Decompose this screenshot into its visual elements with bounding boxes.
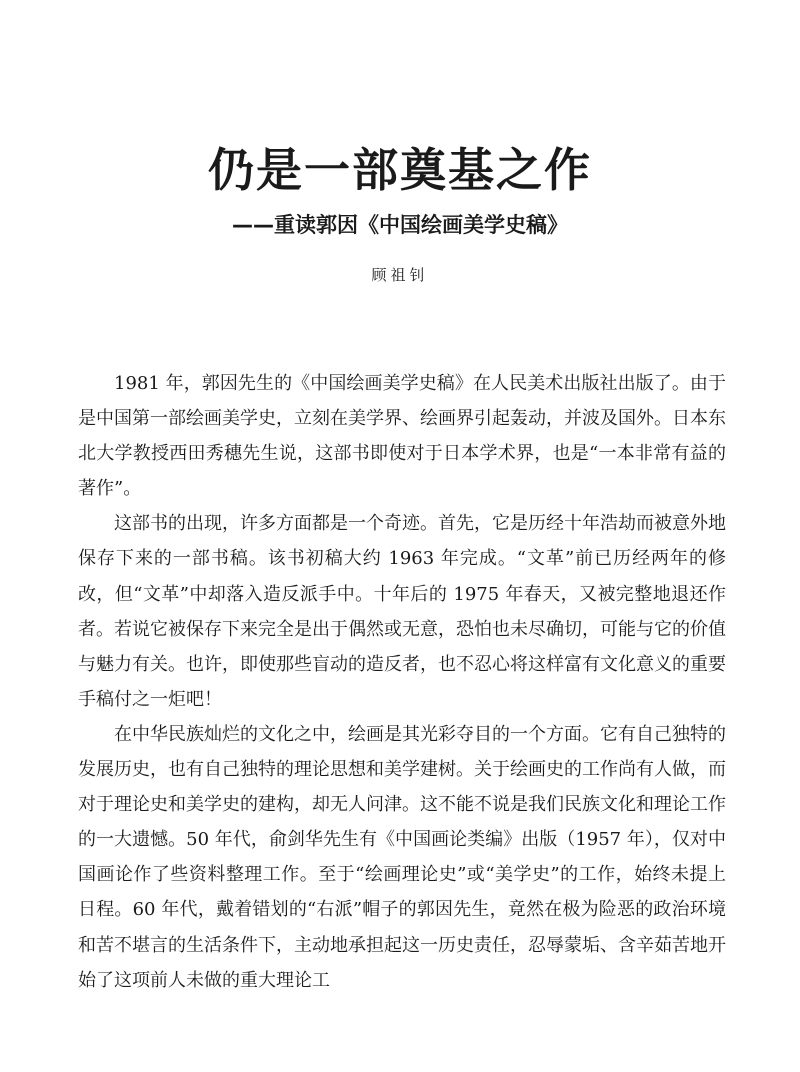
paragraph: 在中华民族灿烂的文化之中，绘画是其光彩夺目的一个方面。它有自己独特的发展历史，也有自己独特的理论思想和美学建树。关于绘画史的工作尚有人做，而对于理论史和美学史的建构，却无人问津。这不能不说是我们民族文化和理论工作的一大遗憾。50 年代，俞剑华先生有《中国画论类编》出版（1957 年），仅对中国画论作了些资料整理工作。至于“绘画理论史”或“美学史”的工作，始终未提上日程。60 年代，戴着错划的“右派”帽子的郭因先生，竟然在极为险恶的政治环境和苦不堪言的生活条件下，主动地承担起这一历史责任，忍辱蒙垢、含辛茹苦地开始了这项前人未做的重大理论工 [78, 723, 726, 991]
article-title: 仍是一部奠基之作 [208, 143, 592, 197]
paragraph: 这部书的出现，许多方面都是一个奇迹。首先，它是历经十年浩劫而被意外地保存下来的一部书稿。该书初稿大约 1963 年完成。“文革”前已历经两年的修改，但“文革”中却落入造反派手中。十年后的 1975 年春天，又被完整地退还作者。若说它被保存下来完全是出于偶然或无意，恐怕也未尽确切，可能与它的价值与魅力有关。也许，即使那些盲动的造反者，也不忍心将这样富有文化意义的重要手稿付之一炬吧！ [78, 513, 726, 710]
article-subtitle: ——重读郭因《中国绘画美学史稿》 [232, 213, 568, 237]
article-body [78, 366, 726, 998]
paragraph: 1981 年，郭因先生的《中国绘画美学史稿》在人民美术出版社出版了。由于是中国第一部绘画美学史，立刻在美学界、绘画界引起轰动，并波及国外。日本东北大学教授西田秀穗先生说，这部书即使对于日本学术界，也是“一本非常有益的著作”。 [78, 373, 726, 500]
article-author: 顾祖钊 [371, 266, 429, 284]
